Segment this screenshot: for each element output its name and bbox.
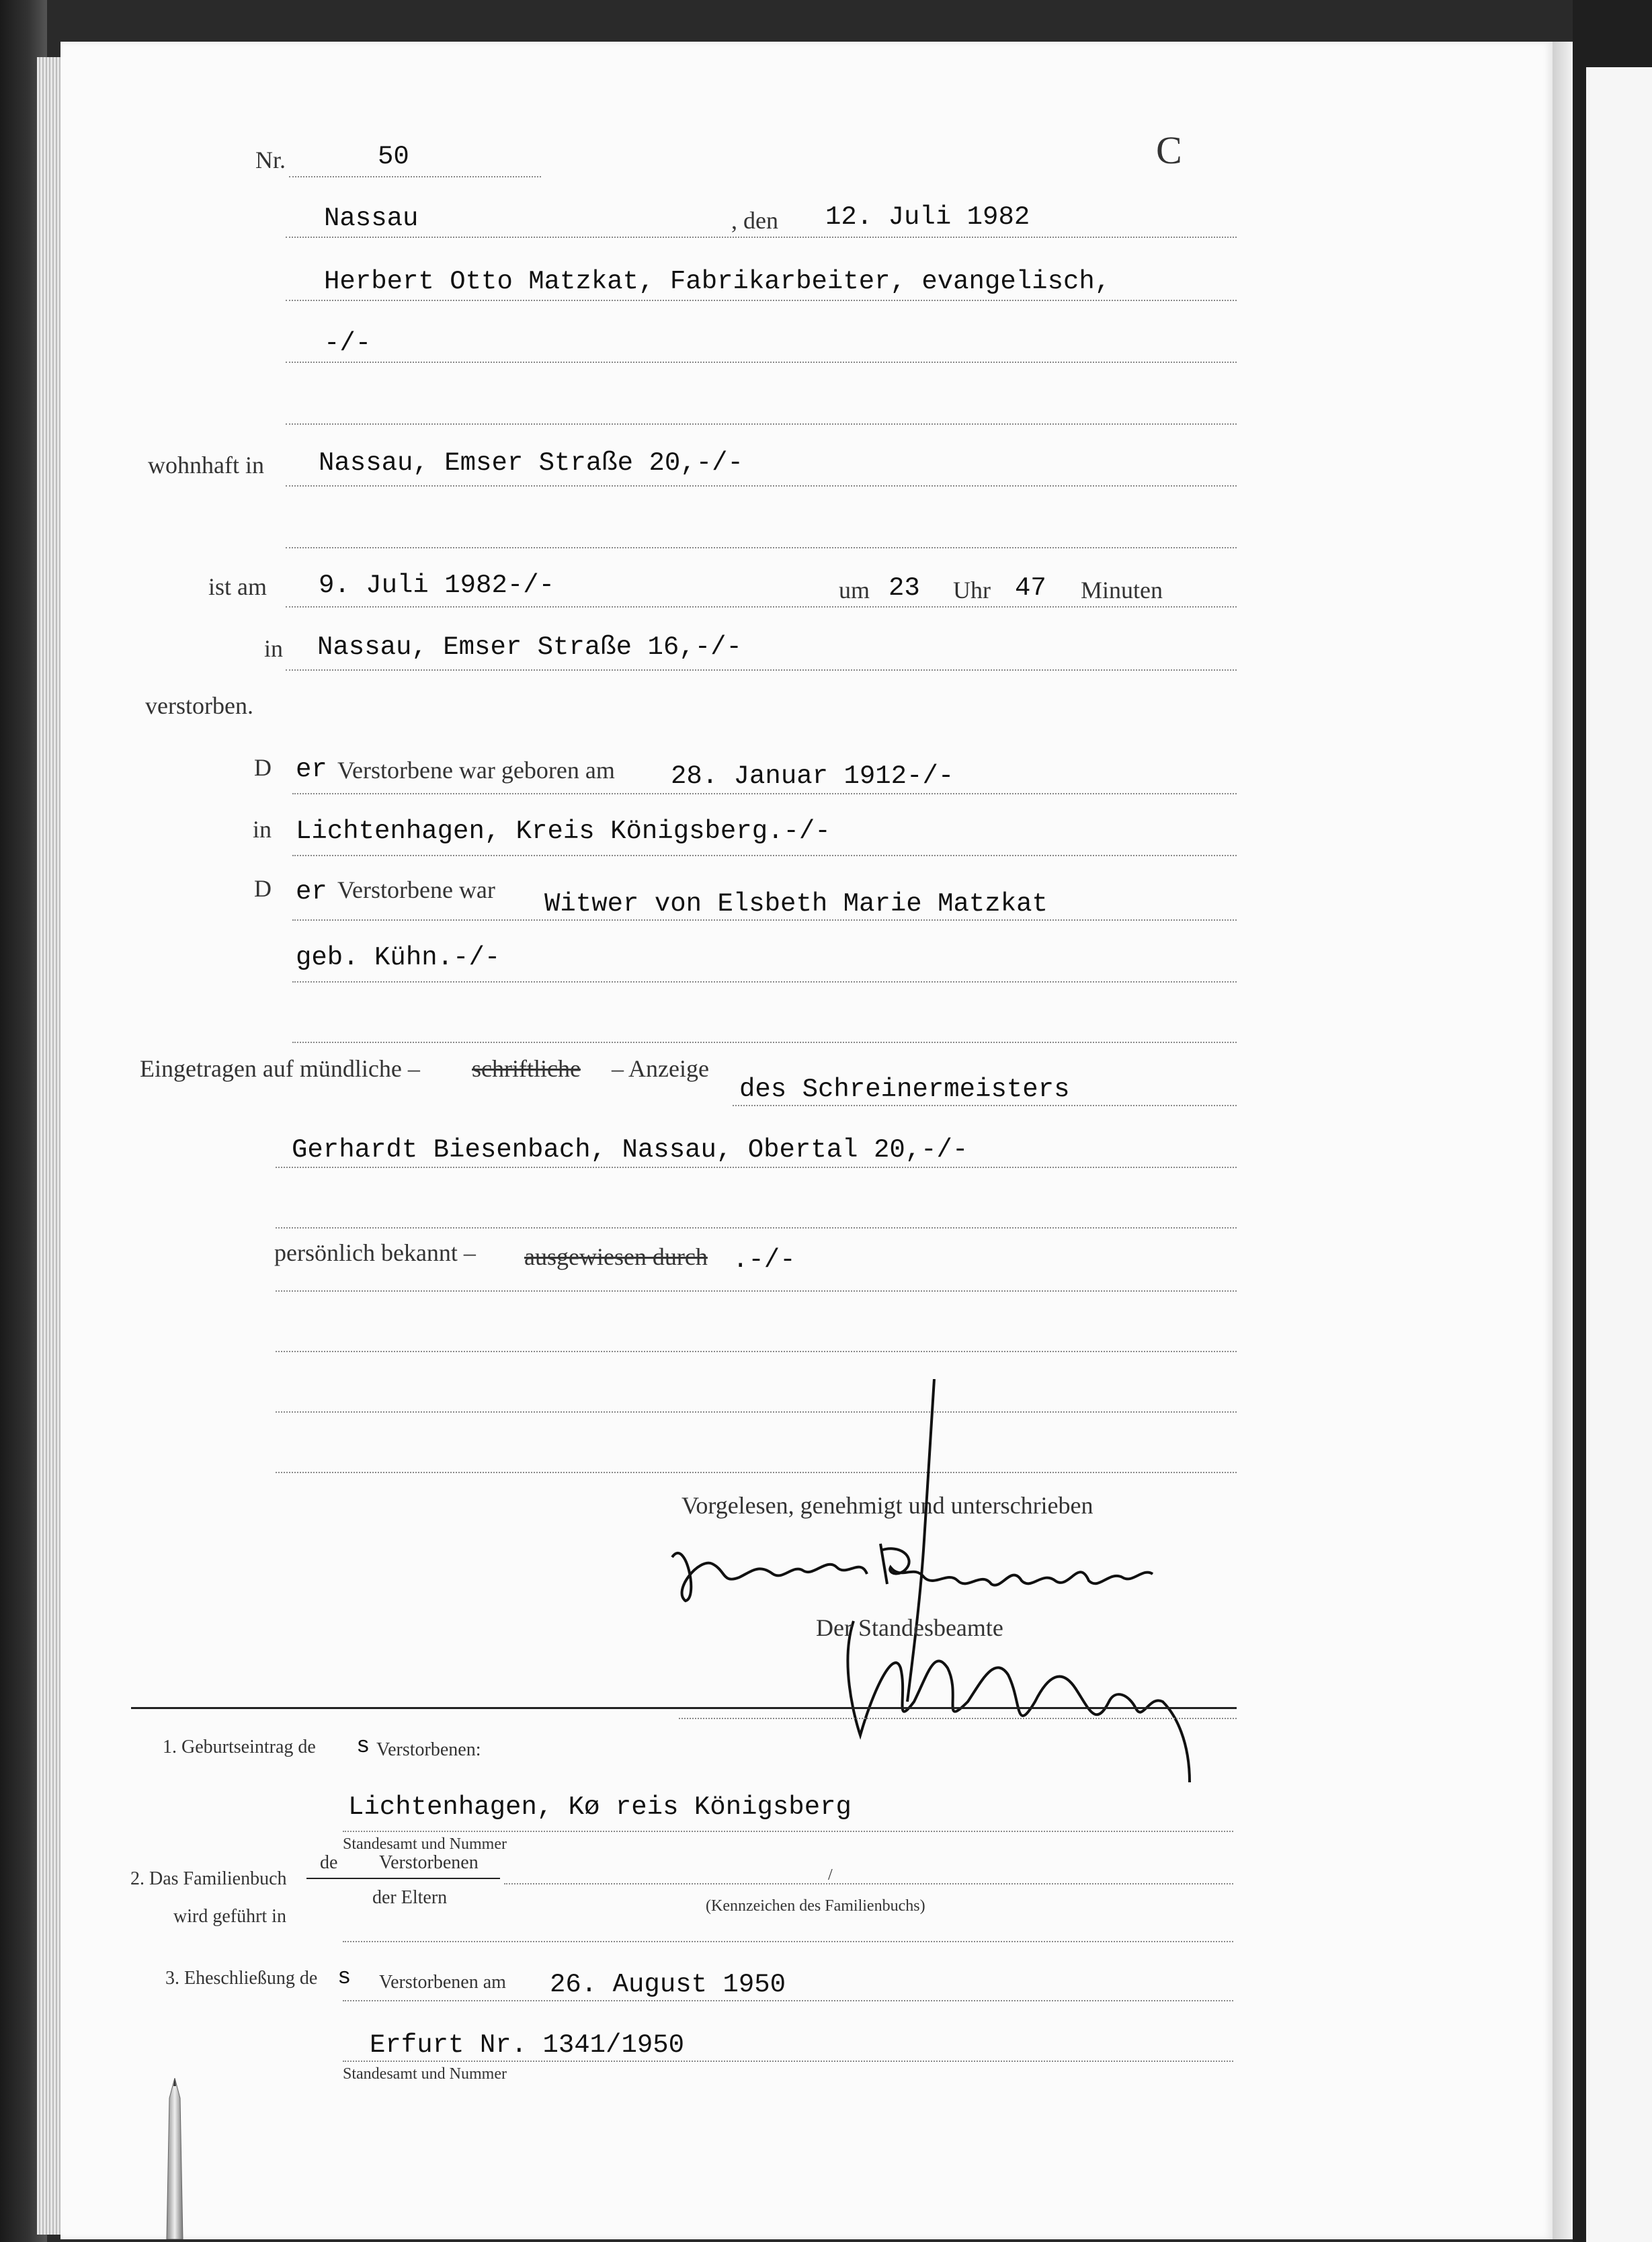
registration-rule-1 [733,1105,1237,1106]
registrar-rule [679,1718,1237,1719]
marital-rule-3 [292,1042,1237,1043]
item2-rule-2 [343,1941,1233,1942]
item3-rule-1 [343,2000,1233,2001]
item3-date: 26. August 1950 [550,1970,786,1999]
nr-rule [289,176,541,177]
birth-d-label: D [254,754,272,781]
death-date: 9. Juli 1982-/- [319,571,555,600]
registrar-signature [813,1379,1230,1782]
person-rule-3 [286,423,1237,425]
marital-line-1: Witwer von Elsbeth Marie Matzkat [544,889,1048,919]
marital-line-2: geb. Kühn.-/- [296,943,501,972]
item3-standesamt: Standesamt und Nummer [343,2065,507,2083]
residence-rule-2 [286,547,1237,548]
item2-eltern: der Eltern [372,1887,448,1908]
item3-typed-s: s [337,1965,352,1991]
birth-er-typed: er [296,755,327,784]
birth-in-label: in [253,816,272,843]
registration-label-1: Eingetragen auf mündliche – [140,1055,420,1082]
uhr-label: Uhr [953,577,991,604]
minuten-label: Minuten [1081,577,1163,604]
death-hour: 23 [889,573,920,603]
item1-rule [343,1831,1233,1832]
residence-value: Nassau, Emser Straße 20,-/- [319,448,743,478]
page-gutter [1553,42,1573,2239]
identification-rule-2 [276,1351,1237,1352]
item3-label-a: 3. Eheschließung de [165,1968,318,1989]
birth-date: 28. Januar 1912-/- [671,761,954,791]
death-minute: 47 [1015,573,1046,603]
item1-value: Lichtenhagen, Kø reis Königsberg [348,1792,852,1822]
marital-text-label: Verstorbene war [337,876,495,903]
den-label: , den [731,207,778,234]
identification-rule-1 [276,1290,1237,1292]
item1-label-b: Verstorbenen: [376,1739,481,1760]
item1-label-a: 1. Geburtseintrag de [163,1737,316,1757]
place-date-rule [286,237,1237,238]
marital-er-typed: er [296,877,327,907]
um-label: um [839,577,870,604]
identification-label-1: persönlich bekannt – [274,1239,476,1266]
person-line-1: Herbert Otto Matzkat, Fabrikarbeiter, evangelisch, [324,267,1111,296]
birth-date-rule [292,793,1237,794]
person-rule-2 [286,362,1237,363]
registration-rule-2 [276,1167,1237,1168]
marital-d-label: D [254,875,272,902]
marital-rule-2 [292,981,1237,983]
death-time-rule [286,606,1237,608]
registration-line-1: des Schreinermeisters [739,1075,1070,1104]
item2-fraction-line [306,1878,500,1879]
item2-rule [504,1883,1233,1884]
register-letter: C [1156,128,1182,172]
item3-rule-2 [343,2061,1233,2062]
pen-tip [155,2078,195,2239]
registration-label-2: – Anzeige [612,1055,709,1082]
item2-label-b: wird geführt in [173,1906,286,1927]
item3-place: Erfurt Nr. 1341/1950 [370,2030,685,2060]
registrar-label: Der Standesbeamte [816,1614,1003,1641]
item3-label-b: Verstorbenen am [379,1972,506,1993]
birth-text-label: Verstorbene war geboren am [337,757,615,784]
item2-kennzeichen: (Kennzeichen des Familienbuchs) [706,1897,925,1915]
nr-label: Nr. [255,147,286,173]
death-place: Nassau, Emser Straße 16,-/- [317,632,742,662]
residence-label: wohnhaft in [148,452,264,479]
birth-place-rule [292,855,1237,856]
registration-line-2: Gerhardt Biesenbach, Nassau, Obertal 20,-/- [292,1135,968,1165]
page-stack-left [37,57,64,2235]
facing-page-edge [1586,67,1652,2242]
confirmed-label: Vorgelesen, genehmigt und unterschrieben [682,1492,1093,1519]
marital-rule-1 [292,919,1237,921]
ist-am-label: ist am [208,573,267,600]
item2-de: de [320,1852,338,1873]
item1-standesamt: Standesamt und Nummer [343,1835,507,1853]
death-in-label: in [264,635,284,662]
date-value: 12. Juli 1982 [825,202,1030,232]
item2-label-a: 2. Das Familienbuch [130,1868,287,1889]
nr-value: 50 [378,142,409,171]
identification-value: .-/- [733,1245,796,1275]
registration-rule-3 [276,1227,1237,1229]
item2-verstorbenen: Verstorbenen [379,1852,479,1873]
background-top [0,0,1652,42]
item1-typed-s: s [356,1734,370,1759]
verstorben-label: verstorben. [145,692,253,719]
residence-rule-1 [286,485,1237,487]
item2-slash: / [828,1866,833,1884]
identification-label-struck: ausgewiesen durch [524,1243,708,1270]
place-value: Nassau [324,204,419,233]
birth-place: Lichtenhagen, Kreis Königsberg.-/- [296,817,831,846]
person-rule-1 [286,300,1237,301]
footer-separator [131,1707,1237,1709]
death-place-rule [286,669,1237,671]
person-line-2: -/- [324,329,372,358]
registration-label-struck: schriftliche [472,1055,581,1082]
register-page [60,42,1553,2239]
